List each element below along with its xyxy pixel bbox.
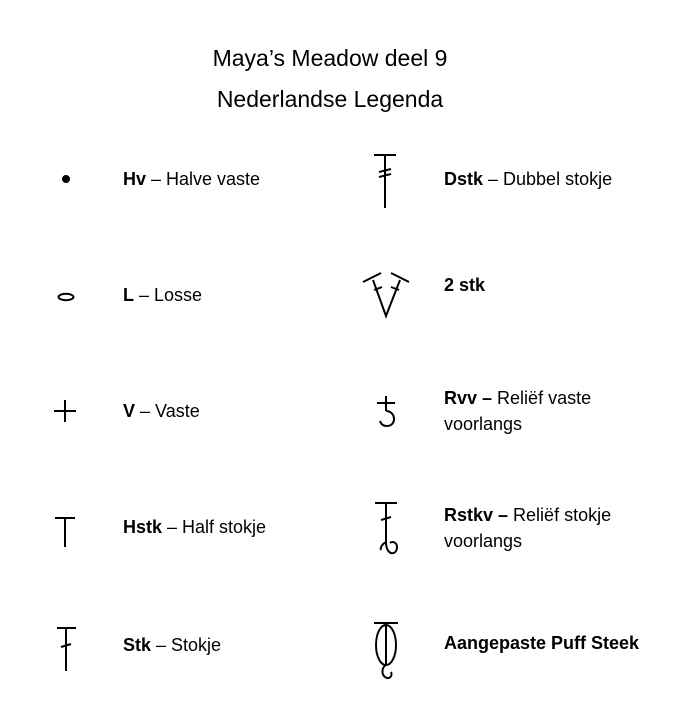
modified-puff-stitch-icon xyxy=(370,620,402,682)
legend-abbr: Rstkv – xyxy=(444,505,509,525)
page-subtitle: Nederlandse Legenda xyxy=(216,86,444,112)
legend-item-dstk xyxy=(444,166,612,192)
legend-item-2stk xyxy=(444,272,485,298)
legend-item-rvv xyxy=(444,385,591,437)
legend-abbr: Rvv – xyxy=(444,388,493,408)
legend-item-v xyxy=(123,398,200,424)
legend-abbr: Dstk xyxy=(444,169,484,189)
legend-desc: Reliëf stokje xyxy=(508,505,612,525)
legend-desc: Reliëf vaste xyxy=(492,388,592,408)
legend-item-l xyxy=(123,282,202,308)
half-double-crochet-t-icon xyxy=(52,515,78,549)
legend-item-puff xyxy=(444,630,639,656)
legend-item-stk xyxy=(123,632,221,658)
legend-desc: – Halve vaste xyxy=(146,169,261,189)
legend-desc: – Half stokje xyxy=(162,517,267,537)
legend-item-hstk xyxy=(123,514,266,540)
legend-desc-line2: voorlangs xyxy=(444,531,523,551)
legend-desc: – Stokje xyxy=(151,635,222,655)
legend-item-hv xyxy=(123,166,260,192)
treble-crochet-icon xyxy=(371,152,399,210)
page-title: Maya’s Meadow deel 9 xyxy=(212,45,448,71)
legend-abbr: Stk xyxy=(123,635,152,655)
front-post-double-crochet-icon xyxy=(372,500,402,560)
legend-item-rstkv xyxy=(444,502,611,554)
legend-abbr: L xyxy=(123,285,134,305)
legend-abbr: Hstk xyxy=(123,517,163,537)
two-double-crochet-together-icon xyxy=(360,268,412,320)
legend-desc-line2: voorlangs xyxy=(444,414,523,434)
legend-desc: – Losse xyxy=(134,285,203,305)
legend-abbr: 2 stk xyxy=(444,275,486,295)
legend-abbr: V xyxy=(123,401,136,421)
legend-abbr: Aangepaste Puff Steek xyxy=(444,633,640,653)
double-crochet-icon xyxy=(54,625,80,673)
legend-desc: – Dubbel stokje xyxy=(483,169,613,189)
chain-oval-icon xyxy=(55,290,77,304)
front-post-single-crochet-icon xyxy=(374,394,400,430)
slip-stitch-dot-icon xyxy=(58,171,74,187)
legend-desc: – Vaste xyxy=(135,401,200,421)
single-crochet-plus-icon xyxy=(52,398,78,424)
legend-abbr: Hv xyxy=(123,169,147,189)
